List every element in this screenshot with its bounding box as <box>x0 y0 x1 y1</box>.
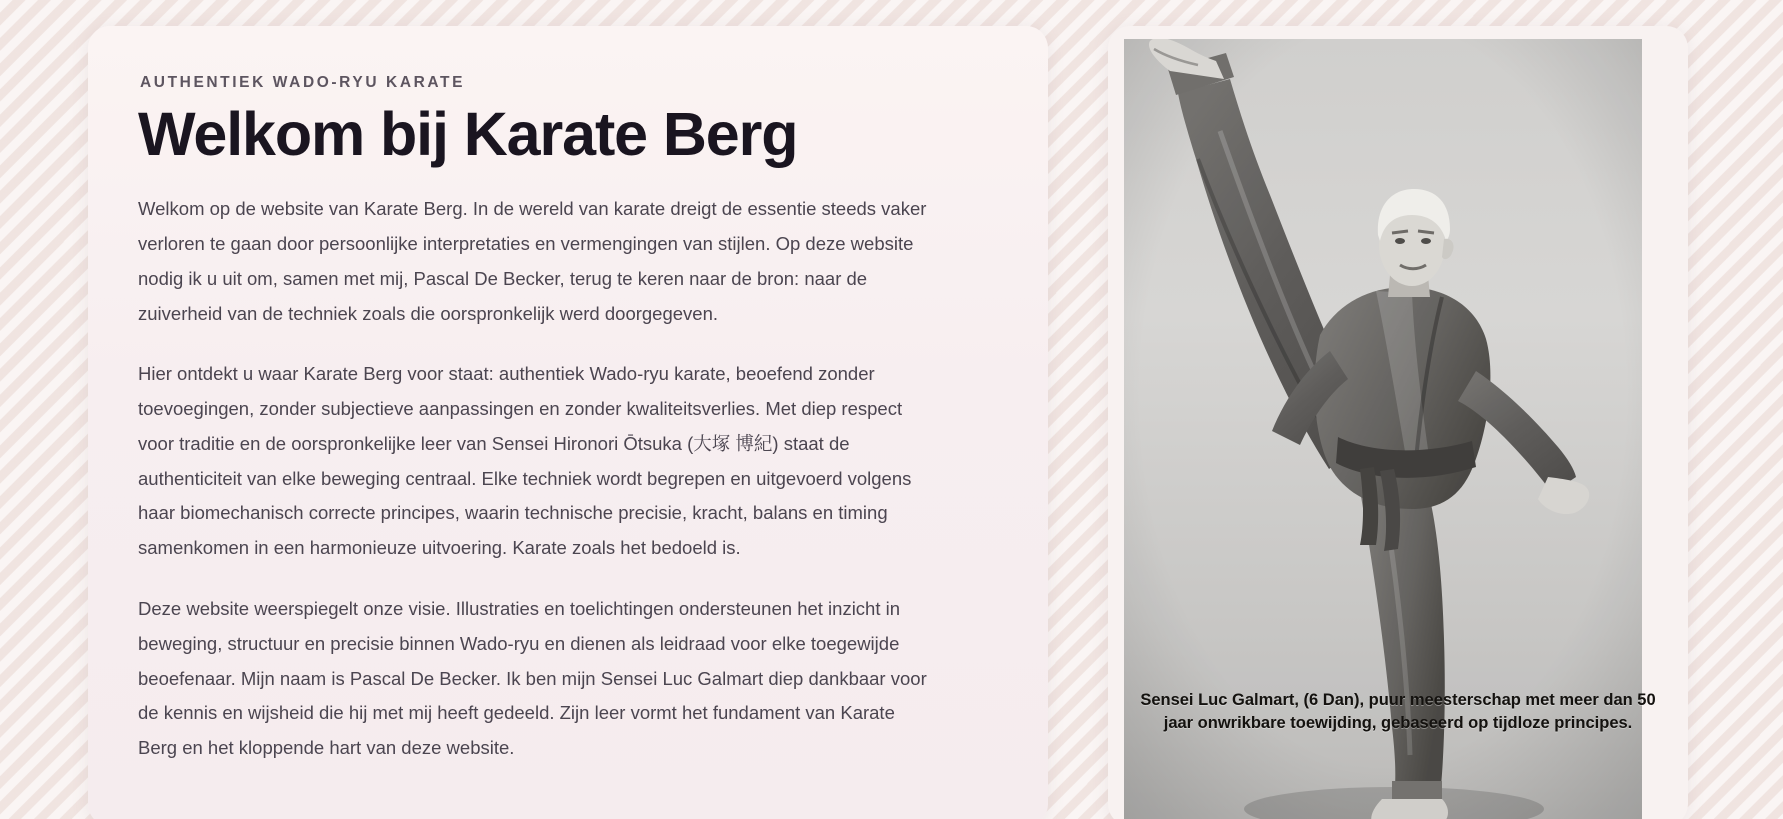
intro-paragraph-2: Hier ontdekt u waar Karate Berg voor staat: authentiek Wado-ryu karate, beoefend zonder toevoegingen, zonder subjectieve aanpassingen en zonder kwaliteitsverlies. Met diep respect voor traditie en de oorspronkelijke leer van Sensei Hironori Ōtsuka (大塚 博紀) staat de authenticiteit van elke beweging centraal. Elke techniek wordt begrepen en uitgevoerd volgens haar biomechanisch correcte principes, waarin technische precisie, kracht, balans en timing samenkomen in een harmonieuze uitvoering. Karate zoals het bedoeld is. <box>138 363 912 559</box>
photo-card <box>1108 26 1688 819</box>
photo-caption: Sensei Luc Galmart, (6 Dan), puur meesterschap met meer dan 50 jaar onwrikbare toewijding, gebaseerd op tijdloze principes. <box>1140 691 1656 732</box>
content-row <box>88 26 1748 819</box>
intro-paragraph-1: Welkom op de website van Karate Berg. In de wereld van karate dreigt de essentie steeds vaker verloren te gaan door persoonlijke interpretaties en vermengingen van stijlen. Op deze website nodig ik u uit om, samen met mij, Pascal De Becker, terug te keren naar de bron: naar de zuiverheid van de techniek zoals die oorspronkelijk werd doorgegeven. <box>138 198 927 324</box>
page-title: Welkom bij Karate Berg <box>138 100 798 168</box>
eyebrow-label: AUTHENTIEK WADO-RYU KARATE <box>140 74 466 91</box>
intro-paragraph-3: Deze website weerspiegelt onze visie. Illustraties en toelichtingen ondersteunen het inzicht in beweging, structuur en precisie binnen Wado-ryu en dienen als leidraad voor elke toegewijde beoefenaar. Mijn naam is Pascal De Becker. Ik ben mijn Sensei Luc Galmart diep dankbaar voor de kennis en wijsheid die hij met mij heeft gedeeld. Zijn leer vormt het fundament van Karate Berg en het kloppende hart van deze website. <box>138 597 927 759</box>
welcome-text-card <box>88 26 1048 819</box>
